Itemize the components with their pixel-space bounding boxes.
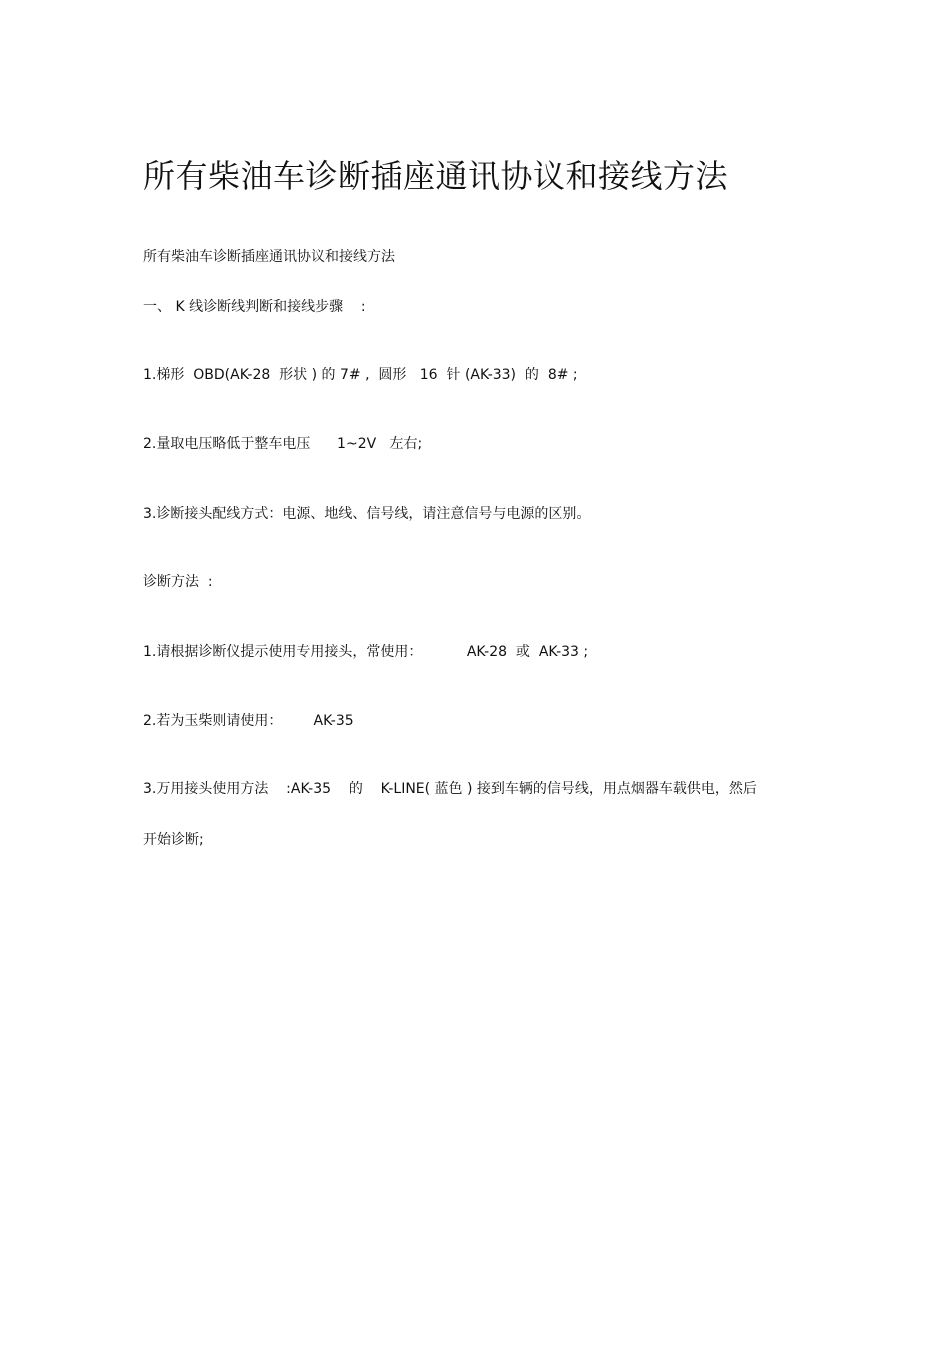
- method-2-yuchai: 2.若为玉柴则请使用： AK-35: [143, 713, 354, 729]
- subtitle-line: 所有柴油车诊断插座通讯协议和接线方法: [143, 249, 395, 265]
- method-1-connector: 1.请根据诊断仪提示使用专用接头，常使用： AK-28 或 AK-33 ;: [143, 644, 589, 660]
- document-title: 所有柴油车诊断插座通讯协议和接线方法: [143, 157, 729, 195]
- step-1-pin-location: 1.梯形 OBD(AK-28 形状 ) 的 7# , 圆形 16 针 (AK-33) 的 8# ;: [143, 367, 578, 383]
- method-3-continued: 开始诊断;: [143, 832, 204, 848]
- step-2-voltage: 2.量取电压略低于整车电压 1~2V 左右;: [143, 436, 423, 452]
- step-3-wiring: 3.诊断接头配线方式：电源、地线、信号线，请注意信号与电源的区别。: [143, 506, 591, 522]
- section-heading-kline: 一、 K 线诊断线判断和接线步骤 :: [143, 299, 366, 315]
- method-3-universal: 3.万用接头使用方法 :AK-35 的 K-LINE( 蓝色 ) 接到车辆的信号线，用点烟器车载供电，然后: [143, 781, 757, 797]
- section-heading-method: 诊断方法 :: [143, 574, 213, 590]
